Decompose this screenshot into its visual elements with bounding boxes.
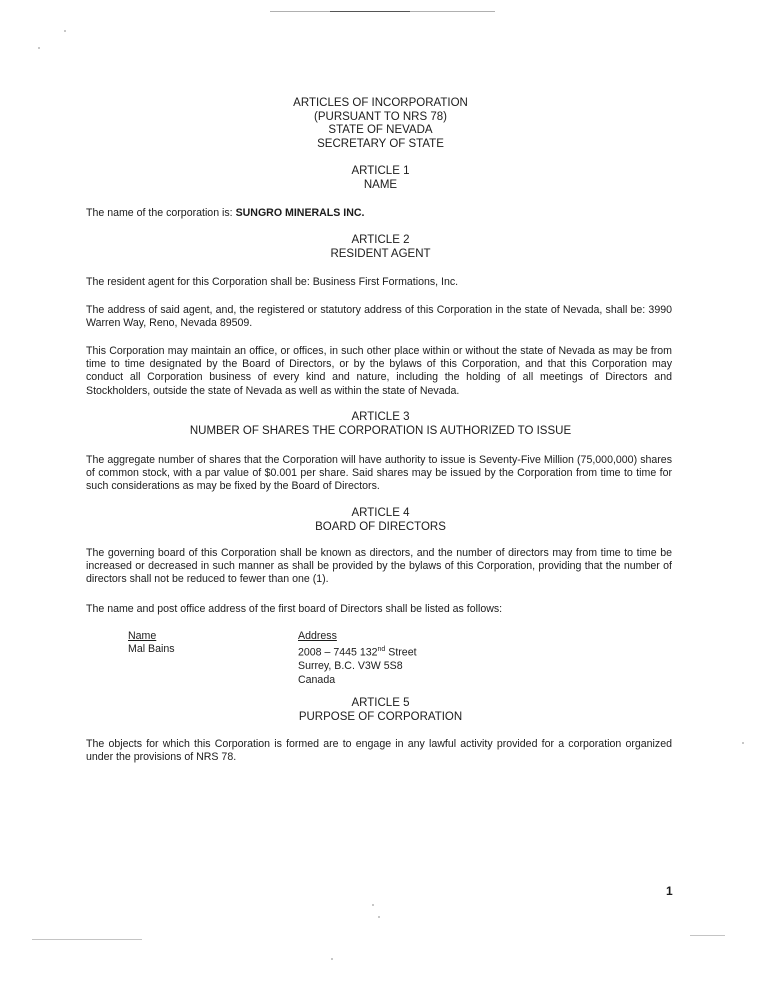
article-4-title: BOARD OF DIRECTORS <box>315 520 446 533</box>
scan-speck <box>372 904 374 906</box>
header-statute: (PURSUANT TO NRS 78) <box>314 110 447 123</box>
article-4-paragraph-1: The governing board of this Corporation shall be known as directors, and the number of directors may from time to time be increased or decreased in such manner as shall be provided by the bylaws of this Corporation, providing that the number of directors shall not be reduced to fewer than one (1). <box>86 547 672 586</box>
article-2-heading <box>0 234 761 261</box>
address-street-number: 2008 – 7445 132 <box>298 646 378 659</box>
page-number: 1 <box>666 884 673 898</box>
article-2-number: ARTICLE 2 <box>351 234 410 246</box>
name-column-header: Name <box>128 630 157 642</box>
article-5-title: PURPOSE OF CORPORATION <box>298 710 463 723</box>
article-1-number: ARTICLE 1 <box>351 165 410 177</box>
director-address-line-1 <box>298 643 417 660</box>
scan-speck <box>64 30 66 32</box>
article-5-heading <box>0 697 761 724</box>
article-5-paragraph-1: The objects for which this Corporation is formed are to engage in any lawful activity provided for a corporation organized under the provisions of NRS 78. <box>86 738 672 764</box>
address-street-suffix: Street <box>385 646 417 659</box>
director-address-line-2: Surrey, B.C. V3W 5S8 <box>298 660 403 673</box>
ordinal-suffix: nd <box>377 646 386 654</box>
article-3-heading <box>0 411 761 438</box>
article-1-heading <box>0 165 761 192</box>
corporation-name-label: The name of the corporation is: <box>86 207 236 219</box>
scan-artifact-bottom-left <box>32 939 142 940</box>
scan-speck <box>378 916 380 918</box>
address-column-header: Address <box>298 630 337 642</box>
article-1-text <box>86 207 672 220</box>
article-4-number: ARTICLE 4 <box>351 507 410 519</box>
header-title: ARTICLES OF INCORPORATION <box>293 97 468 109</box>
scan-speck <box>742 742 744 744</box>
article-3-title: NUMBER OF SHARES THE CORPORATION IS AUTHORIZED TO ISSUE <box>189 424 572 437</box>
director-name-column <box>128 630 175 657</box>
director-address-line-3: Canada <box>298 673 336 686</box>
director-name: Mal Bains <box>128 643 175 656</box>
article-4-paragraph-2: The name and post office address of the first board of Directors shall be listed as follows: <box>86 603 503 615</box>
article-3-number: ARTICLE 3 <box>351 411 410 423</box>
director-address-column <box>298 630 417 687</box>
header-office: SECRETARY OF STATE <box>317 137 444 150</box>
scan-artifact-top-dark <box>330 11 410 12</box>
corporation-name: SUNGRO MINERALS INC. <box>235 207 365 219</box>
article-2-paragraph-2: The address of said agent, and, the registered or statutory address of this Corporation in the state of Nevada, shall be: 3990 Warren Way, Reno, Nevada 89509. <box>86 304 672 330</box>
article-2-paragraph-3: This Corporation may maintain an office, or offices, in such other place within or without the state of Nevada as may be from time to time designated by the Board of Directors, or by the bylaws of this Corporation, and that this Corporation may conduct all Corporation business of every kind and nature, including the holding of all meetings of Directors and Stockholders, outside the state of Nevada as well as within the state of Nevada. <box>86 345 672 397</box>
article-2-paragraph-1: The resident agent for this Corporation shall be: Business First Formations, Inc. <box>86 276 459 288</box>
article-1-title: NAME <box>363 178 398 191</box>
scan-speck <box>38 47 40 49</box>
scan-speck <box>331 958 333 960</box>
article-4-heading <box>0 507 761 534</box>
article-3-paragraph-1: The aggregate number of shares that the Corporation will have authority to issue is Seventy-Five Million (75,000,000) shares of common stock, with a par value of $0.001 per share. Said shares may be issued by the Corporation from time to time for such considerations as may be fixed by the Board of Directors. <box>86 454 672 493</box>
scan-artifact-bottom-right <box>690 935 725 936</box>
article-2-title: RESIDENT AGENT <box>330 247 431 260</box>
document-header <box>0 97 761 151</box>
header-state: STATE OF NEVADA <box>328 124 433 137</box>
article-5-number: ARTICLE 5 <box>351 697 410 709</box>
